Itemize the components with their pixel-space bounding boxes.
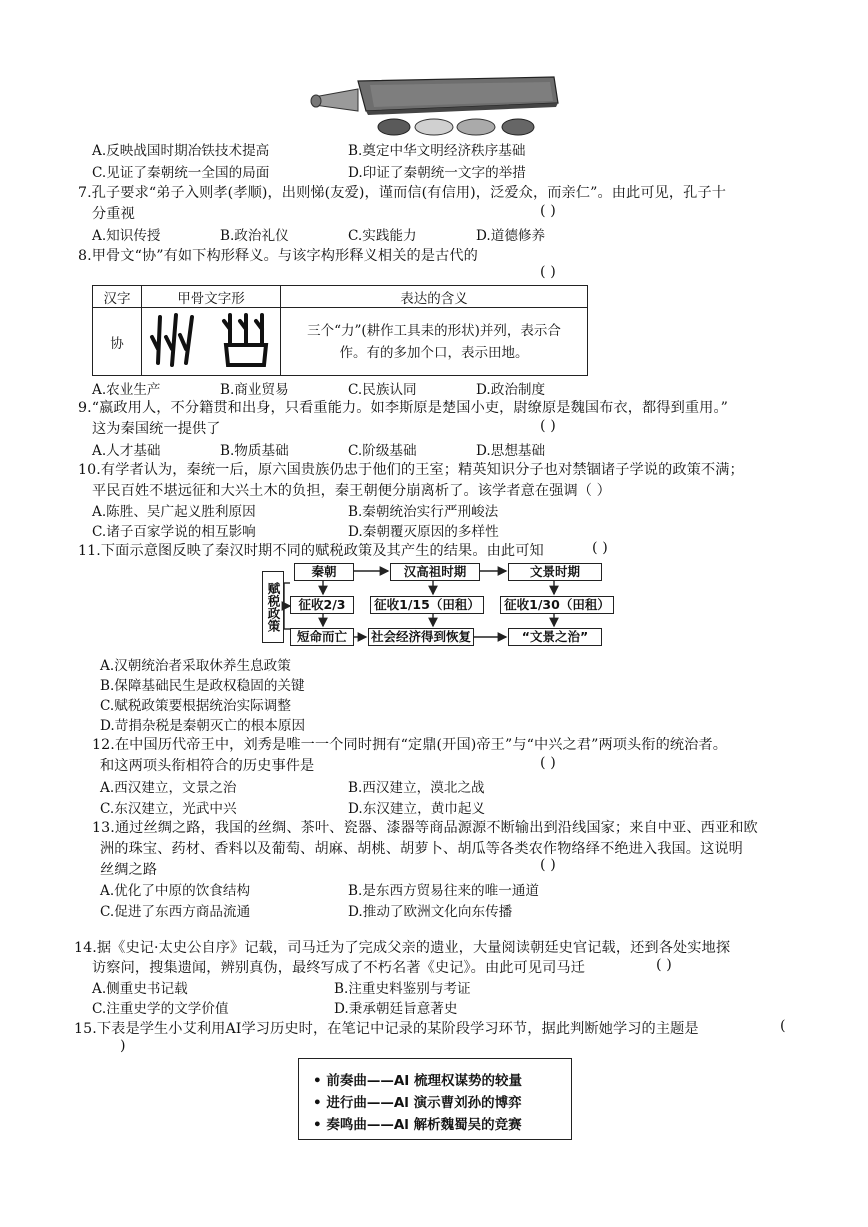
q11-option-c[interactable]: C.赋税政策要根据统治实际调整 [100, 698, 291, 714]
q8-table [92, 285, 588, 376]
q13-stem-line1: 13.通过丝绸之路，我国的丝绸、茶叶、瓷器、漆器等商品源源不断输出到沿线国家；来自中亚、西亚和欧 [92, 820, 758, 836]
q7-stem-line1: 7.孔子要求“弟子入则孝(孝顺)，出则悌(友爱)，谨而信(有信用)，泛爱众，而亲仁”。由此可见，孔子十 [78, 185, 727, 201]
q9-option-b[interactable]: B.物质基础 [220, 443, 289, 459]
q6-option-b[interactable]: B.奠定中华文明经济秩序基础 [348, 143, 526, 159]
q14-option-b[interactable]: B.注重史料鉴别与考证 [334, 981, 471, 997]
q15-note-march: • 进行曲——Al 演示曹刘孙的博弈 [313, 1095, 522, 1111]
q13-option-a[interactable]: A.优化了中原的饮食结构 [100, 883, 251, 899]
q11-option-d[interactable]: D.苛捐杂税是秦朝灭亡的根本原因 [100, 718, 306, 734]
q12-option-a[interactable]: A.西汉建立，文景之治 [100, 780, 237, 796]
q11-side-label: 赋税政策 [262, 571, 284, 643]
q8-option-a[interactable]: A.农业生产 [92, 382, 161, 398]
q13-stem-line3: 丝绸之路 [100, 862, 158, 878]
q14-stem-line2: 访察问，搜集遗闻，辨别真伪，最终写成了不朽名著《史记》。由此可见司马迁 [92, 960, 585, 976]
q14-option-c[interactable]: C.注重史学的文学价值 [92, 1001, 229, 1017]
q12-answer-paren[interactable]: ( ) [540, 755, 556, 771]
q8-option-d[interactable]: D.政治制度 [476, 382, 546, 398]
q10-option-b[interactable]: B.秦朝统治实行严刑峻法 [348, 504, 499, 520]
q15-paren-open[interactable]: ( [780, 1018, 786, 1034]
q12-stem-line2: 和这两项头衔相符合的历史事件是 [100, 758, 315, 774]
q6-option-d[interactable]: D.印证了秦朝统一文字的举措 [348, 165, 526, 181]
q14-answer-paren[interactable]: ( ) [656, 957, 672, 973]
q8-cell-meaning [281, 308, 588, 376]
q12-option-c[interactable]: C.东汉建立，光武中兴 [100, 801, 237, 817]
q8-meaning-line1: 三个“力”(耕作工具耒的形状)并列，表示合 [307, 322, 561, 339]
q8-option-b[interactable]: B.商业贸易 [220, 382, 289, 398]
q6-option-c[interactable]: C.见证了秦朝统一全国的局面 [92, 165, 270, 181]
q14-stem-line1: 14.据《史记·太史公自序》记载，司马迁为了完成父亲的遗业，大量阅读朝廷史官记载，还到各处实地探 [74, 940, 731, 956]
q10-stem-line1: 10.有学者认为，秦统一后，原六国贵族仍忠于他们的王室；精英知识分子也对禁锢诸子学说的政策不满； [78, 462, 744, 478]
q12-option-d[interactable]: D.东汉建立，黄巾起义 [348, 801, 486, 817]
q7-option-c[interactable]: C.实践能力 [348, 228, 417, 244]
q10-stem-line2: 平民百姓不堪远征和大兴土木的负担，秦王朝便分崩离析了。该学者意在强调（ ） [92, 483, 611, 499]
q8-cell-glyph [142, 308, 281, 376]
q8-meaning-line2: 作。有的多加个口，表示田地。 [339, 344, 529, 361]
q10-option-a[interactable]: A.陈胜、吴广起义胜利原因 [92, 504, 256, 520]
q15-notes-box [298, 1058, 572, 1140]
q11-box-tax-wenjing: 征收1/30（田租） [500, 596, 614, 614]
q7-option-b[interactable]: B.政治礼仪 [220, 228, 289, 244]
q7-option-d[interactable]: D.道德修养 [476, 228, 546, 244]
q15-stem-line1: 15.下表是学生小艾利用AI学习历史时，在笔记中记录的某阶段学习环节，据此判断她学习的主题是 [74, 1021, 699, 1037]
q11-box-result-gaozu: 社会经济得到恢复 [368, 628, 474, 646]
oracle-bone-xie-glyph [146, 309, 276, 371]
q11-box-result-wenjing: “文景之治” [508, 628, 602, 646]
q9-option-a[interactable]: A.人才基础 [92, 443, 161, 459]
q12-stem-line1: 12.在中国历代帝王中，刘秀是唯一一个同时拥有“定鼎(开国)帝王”与“中兴之君”两项头衔的统治者。 [92, 737, 728, 753]
q11-box-wenjing: 文景时期 [508, 563, 602, 581]
q11-box-qin: 秦朝 [294, 563, 354, 581]
q14-option-a[interactable]: A.侧重史书记载 [92, 981, 188, 997]
q11-stem-line1: 11.下面示意图反映了秦汉时期不同的赋税政策及其产生的结果。由此可知 [78, 543, 544, 559]
q11-option-b[interactable]: B.保障基础民生是政权稳固的关键 [100, 678, 305, 694]
q11-box-gaozu: 汉高祖时期 [390, 563, 480, 581]
q13-option-c[interactable]: C.促进了东西方商品流通 [100, 904, 251, 920]
q13-stem-line2: 洲的珠宝、药材、香料以及葡萄、胡麻、胡桃、胡萝卜、胡瓜等各类农作物络绎不绝进入我国。这说明 [100, 841, 743, 857]
q9-option-c[interactable]: C.阶级基础 [348, 443, 417, 459]
q8-header-glyph: 甲骨文字形 [142, 286, 281, 308]
q10-option-d[interactable]: D.秦朝覆灭原因的多样性 [348, 524, 499, 540]
q15-note-sonata: • 奏鸣曲——Al 解析魏蜀吴的竞赛 [313, 1117, 522, 1133]
q11-box-result-qin: 短命而亡 [290, 628, 354, 646]
q7-answer-paren[interactable]: ( ) [540, 203, 556, 219]
q14-option-d[interactable]: D.秉承朝廷旨意著史 [334, 1001, 458, 1017]
q13-option-b[interactable]: B.是东西方贸易往来的唯一通道 [348, 883, 540, 899]
q6-option-a[interactable]: A.反映战国时期冶铁技术提高 [92, 143, 270, 159]
q9-stem-line1: 9.“嬴政用人，不分籍贯和出身，只看重能力。如李斯原是楚国小吏，尉缭原是魏国布衣，都得到重用。” [78, 400, 728, 416]
q11-option-a[interactable]: A.汉朝统治者采取休养生息政策 [100, 658, 291, 674]
q7-stem-line2: 分重视 [92, 206, 135, 222]
q11-tax-diagram [262, 561, 612, 649]
q8-header-char: 汉字 [93, 286, 142, 308]
bronze-plate-illustration [310, 75, 560, 137]
q9-answer-paren[interactable]: ( ) [540, 418, 556, 434]
q13-answer-paren[interactable]: ( ) [540, 857, 556, 873]
q11-box-tax-gaozu: 征收1/15（田租） [370, 596, 484, 614]
q8-option-c[interactable]: C.民族认同 [348, 382, 417, 398]
q10-option-c[interactable]: C.诸子百家学说的相互影响 [92, 524, 256, 540]
q12-option-b[interactable]: B.西汉建立，漠北之战 [348, 780, 485, 796]
q15-paren-close[interactable]: ) [120, 1038, 126, 1054]
q8-header-meaning: 表达的含义 [281, 286, 588, 308]
q9-option-d[interactable]: D.思想基础 [476, 443, 546, 459]
q8-answer-paren[interactable]: ( ) [540, 264, 556, 280]
q8-stem-line1: 8.甲骨文“协”有如下构形释义。与该字构形释义相关的是古代的 [78, 248, 478, 264]
q8-cell-char: 协 [93, 308, 142, 376]
q9-stem-line2: 这为秦国统一提供了 [92, 421, 221, 437]
q11-answer-paren[interactable]: ( ) [592, 540, 608, 556]
q13-option-d[interactable]: D.推动了欧洲文化向东传播 [348, 904, 513, 920]
q7-option-a[interactable]: A.知识传授 [92, 228, 161, 244]
q11-box-tax-qin: 征收2/3 [290, 596, 354, 614]
q15-note-prelude: • 前奏曲——AI 梳理权谋势的较量 [313, 1073, 522, 1089]
